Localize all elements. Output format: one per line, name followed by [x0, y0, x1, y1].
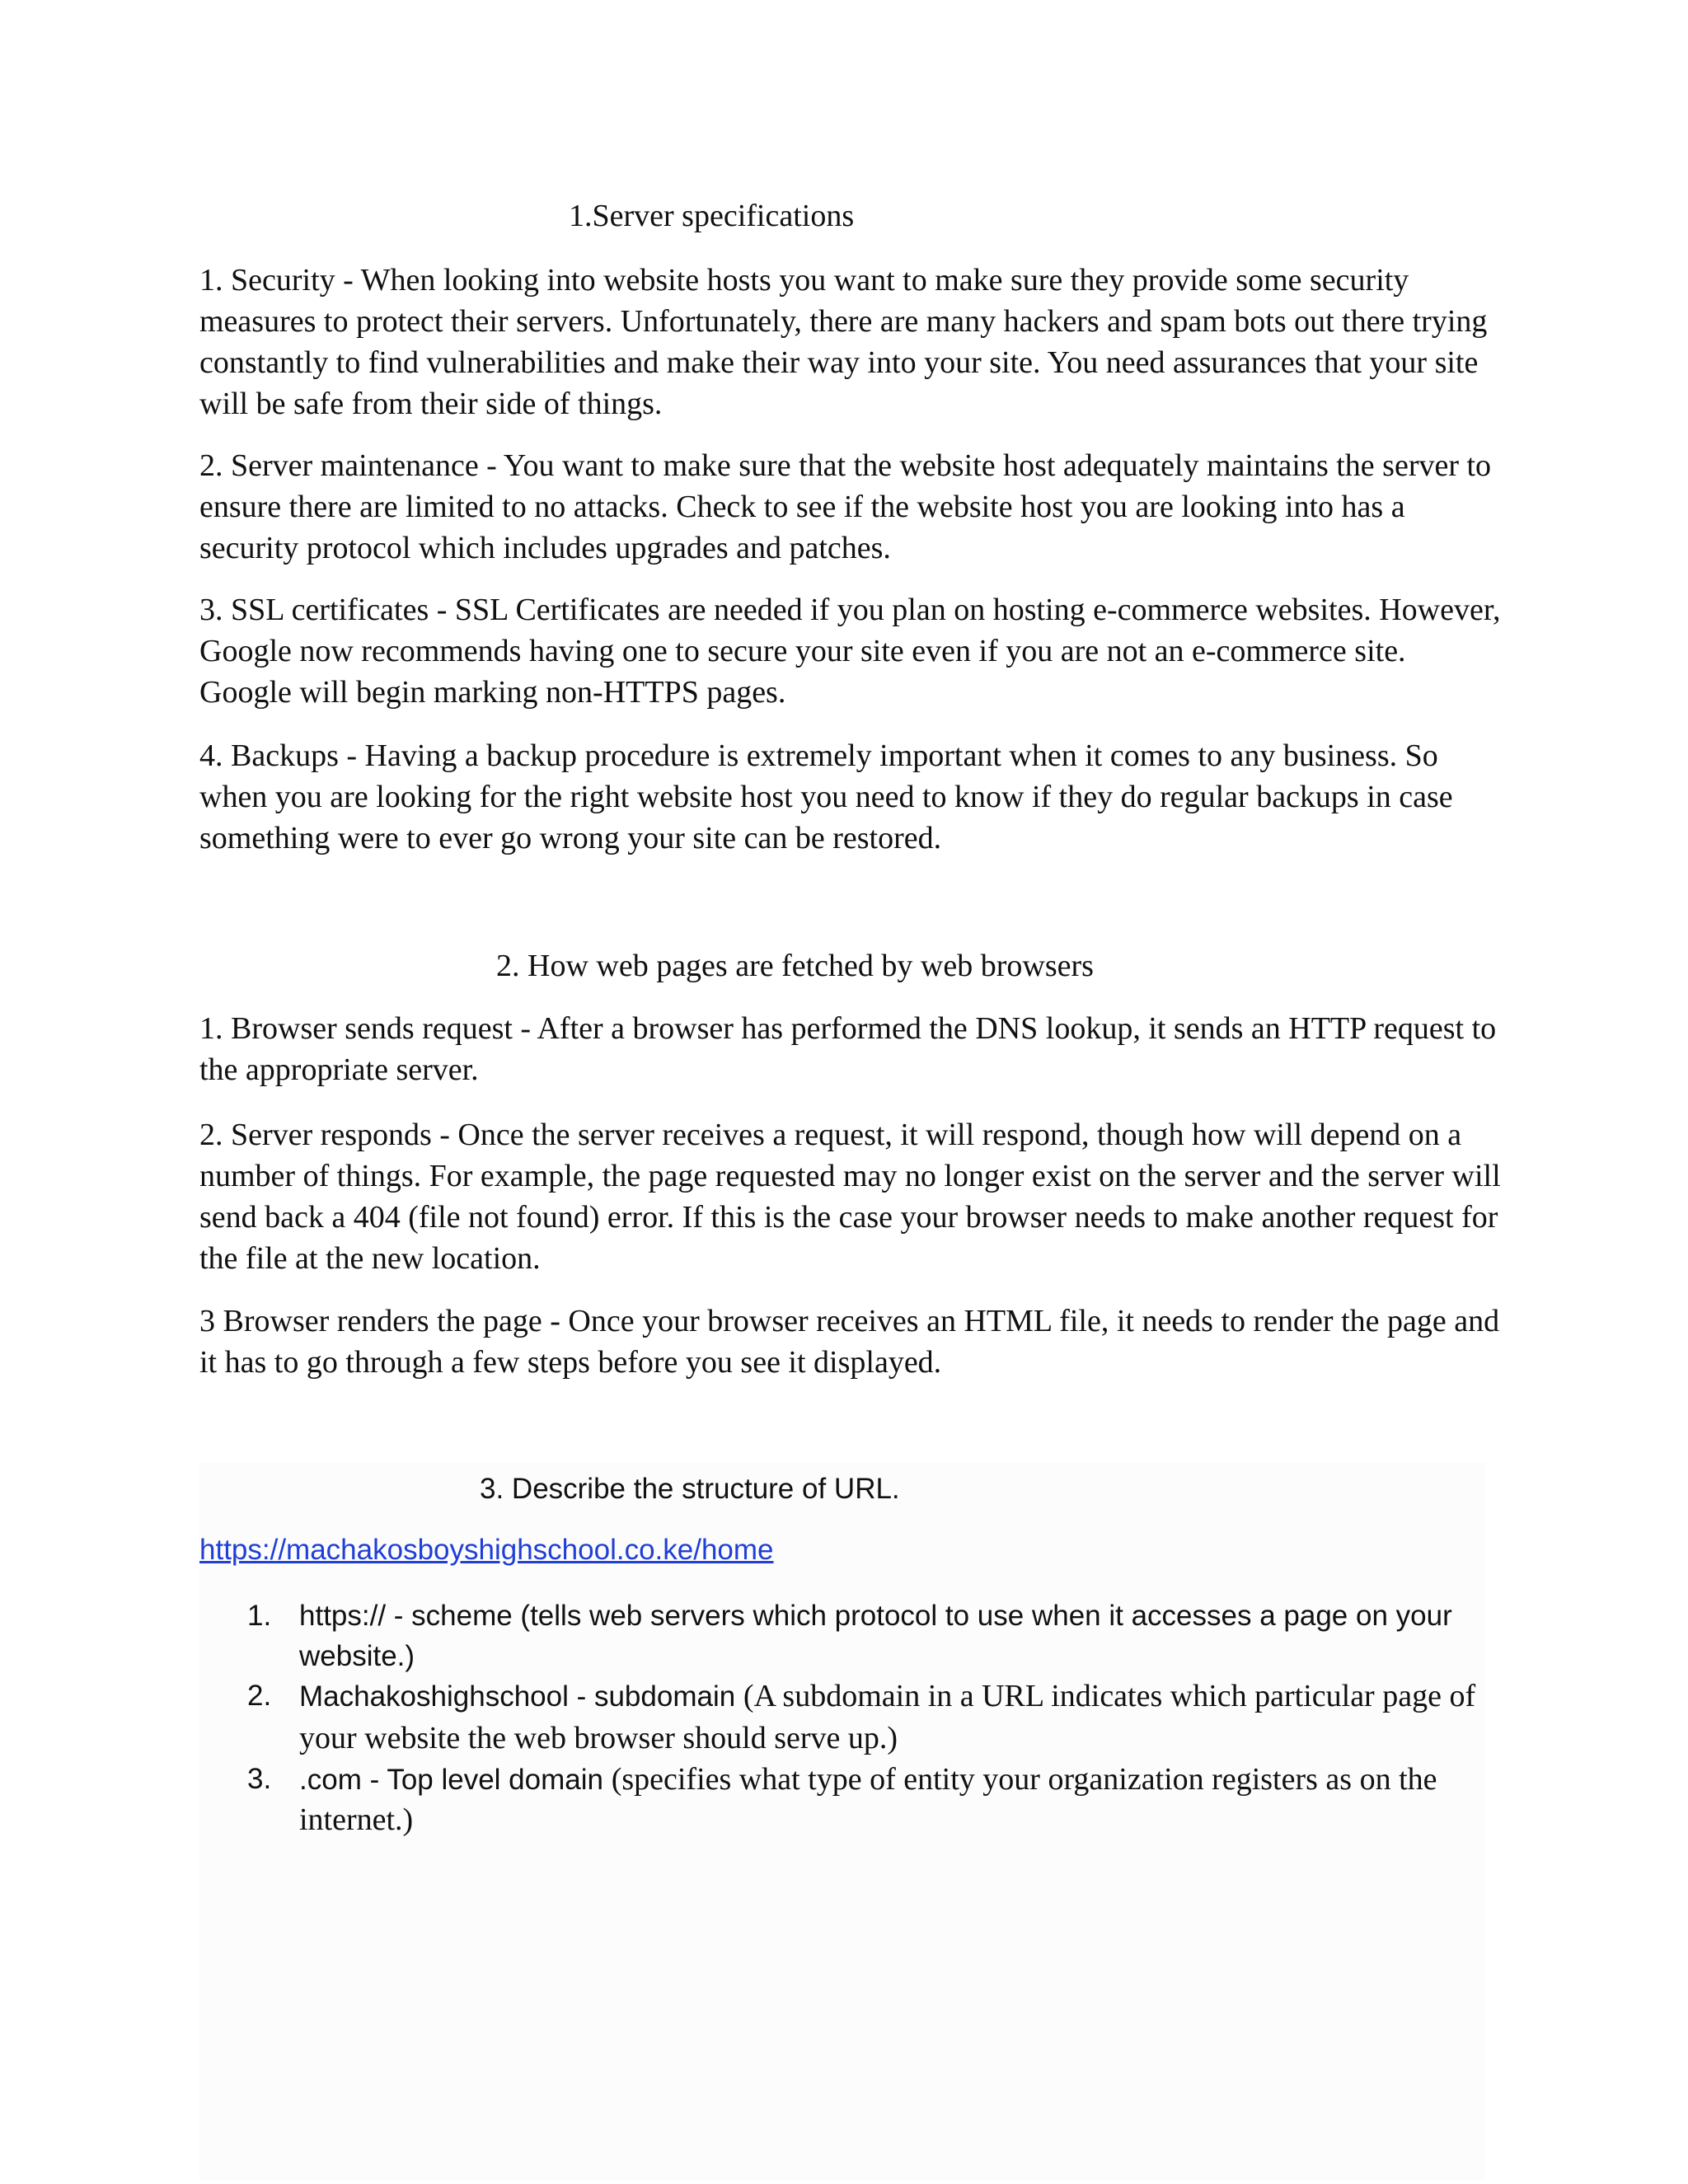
url-part-scheme [247, 1596, 1500, 1679]
example-url-link[interactable]: https://machakosboyshighschool.co.ke/home [199, 1534, 774, 1566]
security-paragraph: 1. Security - When looking into website hosts you want to make sure they provide some security measures to protect their servers. Unfortunately, there are many hackers and spam bots out there trying constantly to find vulnerabilities and make their way into your site. You need assurances that your site will be safe from their side of things. [199, 263, 1488, 421]
ssl-certificates-paragraph: 3. SSL certificates - SSL Certificates are needed if you plan on hosting e-commerce websites. However, Google now recommends having one to secure your site even if you are not an e-commerce site. Google will begin marking non-HTTPS pages. [199, 593, 1501, 710]
section-2-heading: 2. How web pages are fetched by web browsers [496, 949, 1094, 983]
list-number: 3. [247, 1763, 272, 1795]
list-number: 2. [247, 1680, 272, 1712]
browser-renders-paragraph: 3 Browser renders the page - Once your browser receives an HTML file, it needs to render the page and it has to go through a few steps before you see it displayed. [199, 1304, 1500, 1380]
section-3-heading: 3. Describe the structure of URL. [480, 1473, 900, 1505]
top-level-domain-label: .com - Top level domain [299, 1764, 612, 1796]
list-item-text [299, 1596, 1498, 1676]
top-level-domain-description: (specifies what type of entity your organization registers as on the internet.) [299, 1762, 1437, 1837]
scheme-description: https:// - scheme (tells web servers which protocol to use when it accesses a page on your website.) [299, 1600, 1452, 1672]
server-maintenance-paragraph: 2. Server maintenance - You want to make sure that the website host adequately maintains the server to ensure there are limited to no attacks. Check to see if the website host you are looking into has a security protocol which includes upgrades and patches. [199, 448, 1492, 565]
section-1-heading: 1.Server specifications [569, 199, 855, 233]
list-item-text [299, 1675, 1498, 1760]
subdomain-label: Machakoshighschool - subdomain [299, 1680, 743, 1713]
url-part-top-level-domain [247, 1760, 1500, 1842]
backups-paragraph: 4. Backups - Having a backup procedure is extremely important when it comes to any business. So when you are looking for the right website host you need to know if they do regular backups in case something were to ever go wrong your site can be restored. [199, 738, 1453, 855]
url-part-subdomain [247, 1675, 1500, 1758]
list-number: 1. [247, 1600, 272, 1632]
browser-sends-request-paragraph: 1. Browser sends request - After a browser has performed the DNS lookup, it sends an HTTP request to the appropriate server. [199, 1011, 1497, 1087]
server-responds-paragraph: 2. Server responds - Once the server receives a request, it will respond, though how will depend on a number of things. For example, the page requested may no longer exist on the server and the server will send back a 404 (file not found) error. If this is the case your browser needs to make another request for the file at the new location. [199, 1118, 1501, 1276]
subdomain-description: (A subdomain in a URL indicates which particular page of your website the web browser should serve up.) [299, 1679, 1476, 1755]
list-item-text [299, 1760, 1498, 1840]
